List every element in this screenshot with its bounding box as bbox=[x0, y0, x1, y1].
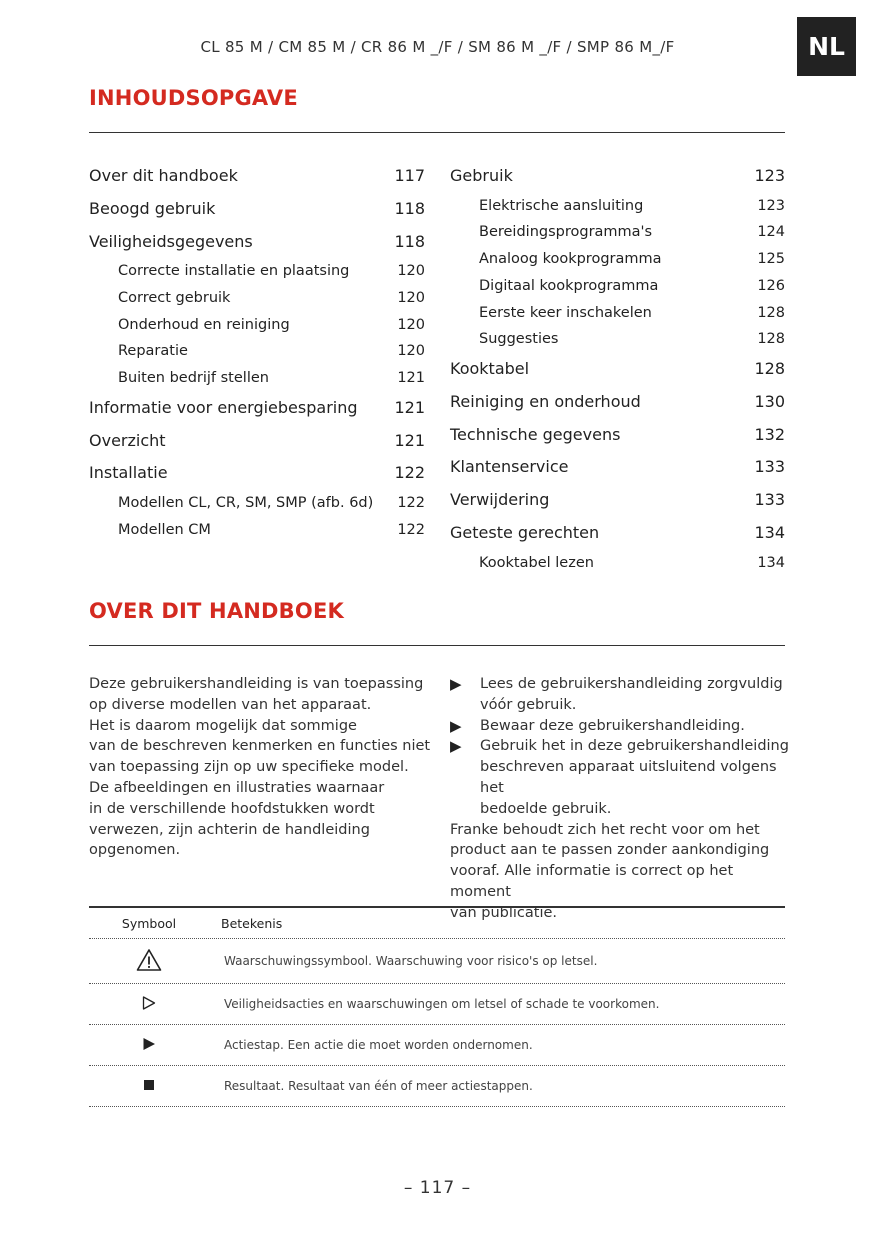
toc-entry-page: 121 bbox=[397, 370, 425, 387]
toc-entry[interactable] bbox=[89, 365, 425, 392]
toc-entry-page: 118 bbox=[394, 198, 425, 218]
text-line: Franke behoudt zich het recht voor om het bbox=[450, 821, 760, 838]
warning-triangle-icon bbox=[136, 948, 162, 972]
text-line: product aan te passen zonder aankondiging bbox=[450, 842, 770, 859]
symbol-row bbox=[89, 939, 785, 984]
toc-entry[interactable] bbox=[89, 392, 425, 425]
text-line: verwezen, zijn achterin de handleiding bbox=[89, 821, 370, 838]
toc-entry-label: Eerste keer inschakelen bbox=[479, 304, 652, 321]
toc-entry[interactable] bbox=[89, 193, 425, 226]
symbol-meaning: Waarschuwingssymbool. Waarschuwing voor risico's op letsel. bbox=[224, 954, 598, 968]
toc-entry-page: 122 bbox=[394, 463, 425, 483]
toc-entry-page: 120 bbox=[397, 316, 425, 333]
toc-entry-page: 120 bbox=[397, 290, 425, 307]
symbols-table bbox=[89, 906, 785, 1107]
toc-entry-label: Kooktabel bbox=[450, 358, 530, 378]
toc-entry-label: Correcte installatie en plaatsing bbox=[118, 263, 350, 280]
text-line: Gebruik het in deze gebruikershandleiding bbox=[480, 738, 789, 755]
text-line: vooraf. Alle informatie is correct op het moment bbox=[450, 863, 734, 900]
toc-entry-label: Over dit handboek bbox=[89, 166, 238, 185]
outline-triangle-icon bbox=[142, 996, 156, 1010]
text-line: Bewaar deze gebruikershandleiding. bbox=[480, 717, 745, 734]
action-step-item bbox=[450, 736, 790, 819]
language-badge: NL bbox=[797, 17, 856, 76]
toc-entry-page: 122 bbox=[397, 521, 425, 538]
symbol-row bbox=[89, 984, 785, 1025]
text-line: opgenomen. bbox=[89, 842, 181, 859]
filled-triangle-icon: ▶ bbox=[450, 716, 462, 735]
toc-entry-page: 121 bbox=[394, 397, 425, 417]
toc-left-column bbox=[89, 160, 425, 544]
toc-entry[interactable] bbox=[89, 285, 425, 312]
toc-entry-page: 118 bbox=[394, 231, 425, 251]
toc-entry-page: 130 bbox=[754, 391, 785, 411]
toc-entry-label: Reparatie bbox=[118, 343, 188, 360]
toc-entry[interactable] bbox=[450, 419, 785, 452]
toc-entry-page: 121 bbox=[394, 430, 425, 450]
text-line: op diverse modellen van het apparaat. bbox=[89, 696, 372, 713]
toc-entry-label: Veiligheidsgegevens bbox=[89, 231, 253, 251]
toc-entry-page: 120 bbox=[397, 343, 425, 360]
text-line: in de verschillende hoofdstukken wordt bbox=[89, 800, 375, 817]
toc-entry-page: 134 bbox=[757, 554, 785, 571]
toc-entry-label: Analoog kookprogramma bbox=[479, 251, 662, 268]
toc-entry[interactable] bbox=[89, 160, 425, 193]
symbol-row bbox=[89, 1025, 785, 1066]
toc-entry-label: Correct gebruik bbox=[118, 290, 231, 307]
toc-entry-page: 133 bbox=[754, 457, 785, 477]
toc-entry-label: Buiten bedrijf stellen bbox=[118, 370, 269, 387]
toc-entry-page: 128 bbox=[754, 358, 785, 378]
text-line: beschreven apparaat uitsluitend volgens het bbox=[480, 759, 777, 796]
toc-entry[interactable] bbox=[450, 219, 785, 246]
toc-entry[interactable] bbox=[450, 484, 785, 517]
action-step-item bbox=[450, 716, 790, 737]
symbol-meaning: Veiligheidsacties en waarschuwingen om letsel of schade te voorkomen. bbox=[224, 997, 660, 1011]
filled-triangle-icon bbox=[142, 1037, 156, 1051]
symbol-meaning: Resultaat. Resultaat van één of meer actiestappen. bbox=[224, 1079, 533, 1093]
symbol-column-header: Symbool bbox=[121, 915, 177, 931]
toc-entry-label: Klantenservice bbox=[450, 457, 569, 477]
toc-entry-label: Informatie voor energiebesparing bbox=[89, 397, 358, 417]
handbook-intro-text bbox=[89, 674, 434, 861]
toc-entry-page: 134 bbox=[754, 522, 785, 542]
symbols-table-header bbox=[89, 906, 785, 939]
toc-entry-page: 128 bbox=[757, 331, 785, 348]
toc-entry[interactable] bbox=[89, 258, 425, 285]
toc-entry-page: 133 bbox=[754, 490, 785, 510]
toc-entry[interactable] bbox=[450, 273, 785, 300]
toc-entry[interactable] bbox=[89, 226, 425, 259]
text-line: van publicatie. bbox=[450, 904, 558, 921]
toc-entry-label: Installatie bbox=[89, 463, 168, 483]
toc-entry[interactable] bbox=[450, 326, 785, 353]
toc-entry[interactable] bbox=[89, 425, 425, 458]
toc-entry-label: Onderhoud en reiniging bbox=[118, 316, 290, 333]
model-list-header: CL 85 M / CM 85 M / CR 86 M _/F / SM 86 M _/F / SMP 86 M_/F bbox=[200, 38, 675, 56]
meaning-column-header: Betekenis bbox=[221, 915, 283, 931]
toc-entry-page: 120 bbox=[397, 263, 425, 280]
toc-entry[interactable] bbox=[450, 517, 785, 550]
toc-entry-label: Digitaal kookprogramma bbox=[479, 277, 659, 294]
toc-entry[interactable] bbox=[450, 451, 785, 484]
toc-entry-label: Geteste gerechten bbox=[450, 522, 600, 542]
toc-entry[interactable] bbox=[89, 457, 425, 490]
toc-entry-label: Technische gegevens bbox=[450, 424, 621, 444]
filled-triangle-icon: ▶ bbox=[450, 737, 462, 756]
toc-entry-page: 117 bbox=[394, 166, 425, 185]
page-number: – 117 – bbox=[403, 1178, 472, 1198]
toc-entry-page: 125 bbox=[757, 251, 785, 268]
toc-entry-page: 132 bbox=[754, 424, 785, 444]
text-line: van de beschreven kenmerken en functies niet bbox=[89, 738, 431, 755]
handbook-right-column bbox=[450, 674, 790, 924]
toc-entry-label: Gebruik bbox=[450, 166, 513, 185]
toc-entry-label: Beoogd gebruik bbox=[89, 198, 216, 218]
toc-entry[interactable] bbox=[89, 490, 425, 517]
text-line: Lees de gebruikershandleiding zorgvuldig bbox=[480, 676, 783, 692]
toc-entry[interactable] bbox=[450, 300, 785, 327]
text-line: van toepassing zijn op uw specifieke model. bbox=[89, 759, 409, 776]
toc-entry-label: Reiniging en onderhoud bbox=[450, 391, 641, 411]
toc-entry-page: 123 bbox=[757, 197, 785, 214]
toc-entry[interactable] bbox=[450, 193, 785, 220]
toc-entry-label: Bereidingsprogramma's bbox=[479, 224, 653, 241]
handbook-title: OVER DIT HANDBOEK bbox=[89, 599, 344, 623]
toc-entry[interactable] bbox=[450, 386, 785, 419]
toc-entry-page: 128 bbox=[757, 304, 785, 321]
toc-entry-page: 122 bbox=[397, 495, 425, 512]
toc-entry-label: Verwijdering bbox=[450, 490, 550, 510]
text-line: bedoelde gebruik. bbox=[480, 800, 612, 817]
toc-entry-label: Modellen CL, CR, SM, SMP (afb. 6d) bbox=[118, 495, 374, 512]
toc-title-rule bbox=[89, 132, 785, 133]
toc-entry-label: Overzicht bbox=[89, 430, 166, 450]
toc-right-column bbox=[450, 160, 785, 576]
symbol-row bbox=[89, 1066, 785, 1107]
text-line: Het is daarom mogelijk dat sommige bbox=[89, 717, 357, 734]
filled-triangle-icon: ▶ bbox=[450, 675, 462, 693]
handbook-title-rule bbox=[89, 645, 785, 646]
toc-entry-label: Suggesties bbox=[479, 331, 559, 348]
action-step-item bbox=[450, 674, 790, 716]
toc-entry-label: Modellen CM bbox=[118, 521, 211, 538]
toc-entry[interactable] bbox=[450, 246, 785, 273]
toc-entry[interactable] bbox=[89, 312, 425, 339]
toc-title: INHOUDSOPGAVE bbox=[89, 86, 298, 110]
toc-entry[interactable] bbox=[89, 338, 425, 365]
toc-entry[interactable] bbox=[450, 550, 785, 577]
filled-square-icon bbox=[143, 1079, 155, 1091]
symbol-meaning: Actiestap. Een actie die moet worden ondernomen. bbox=[224, 1038, 533, 1052]
toc-entry[interactable] bbox=[89, 517, 425, 544]
toc-entry-label: Kooktabel lezen bbox=[479, 554, 594, 571]
text-line: vóór gebruik. bbox=[480, 696, 577, 713]
toc-entry[interactable] bbox=[450, 160, 785, 193]
toc-entry-page: 126 bbox=[757, 277, 785, 294]
toc-entry-label: Elektrische aansluiting bbox=[479, 197, 644, 214]
toc-entry-page: 124 bbox=[757, 224, 785, 241]
toc-entry[interactable] bbox=[450, 353, 785, 386]
text-line: Deze gebruikershandleiding is van toepassing bbox=[89, 676, 424, 692]
toc-entry-page: 123 bbox=[754, 166, 785, 185]
text-line: De afbeeldingen en illustraties waarnaar bbox=[89, 779, 385, 796]
